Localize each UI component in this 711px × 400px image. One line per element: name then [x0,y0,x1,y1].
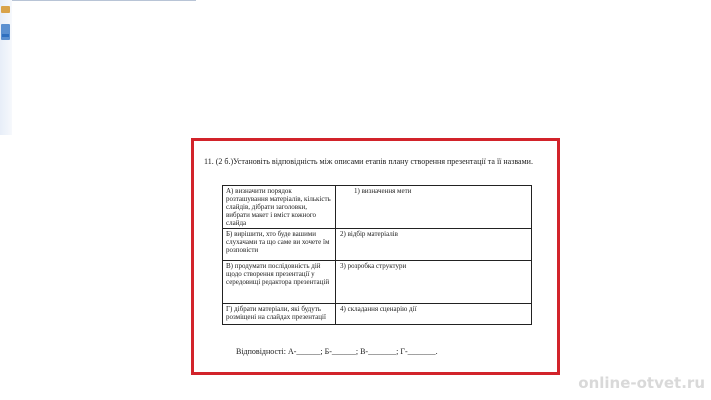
table-row [223,261,532,304]
table-row [223,186,532,229]
table-row [223,229,532,261]
stage-cell: 4) складання сценарію дії [336,304,532,325]
description-cell: Г) дібрати матеріали, які будуть розміщені на слайдах презентації [223,304,336,325]
stage-cell: 3) розробка структури [336,261,532,304]
document-stripe-icon [2,34,9,37]
table-row [223,304,532,325]
folder-icon [1,6,10,13]
stage-cell: 2) відбір матеріалів [336,229,532,261]
description-cell: Б) вирішити, хто буде вашими слухачами та що саме ви хочете їм розповісти [223,229,336,261]
answer-line: Відповідності: А-______; Б-______; В-_______; Г-_______. [236,347,438,356]
matching-table [222,185,532,325]
question-text: 11. (2 б.)Установіть відповідність між описами етапів плану створення презентації та її назвами. [204,157,533,166]
top-edge-line [0,0,196,1]
stage-cell: 1) визначення мети [336,186,532,229]
description-cell: В) продумати послідовність дій щодо створення презентації у середовищі редактора презентацій [223,261,336,304]
document-icon [1,24,10,40]
description-cell: А) визначити порядок розташування матеріалів, кількість слайдів, дібрати заголовки, вибрати макет і вміст кожного слайда [223,186,336,229]
site-watermark: online-otvet.ru [578,374,705,392]
highlighted-task-frame [191,138,560,375]
side-toolbar-strip [0,0,12,135]
